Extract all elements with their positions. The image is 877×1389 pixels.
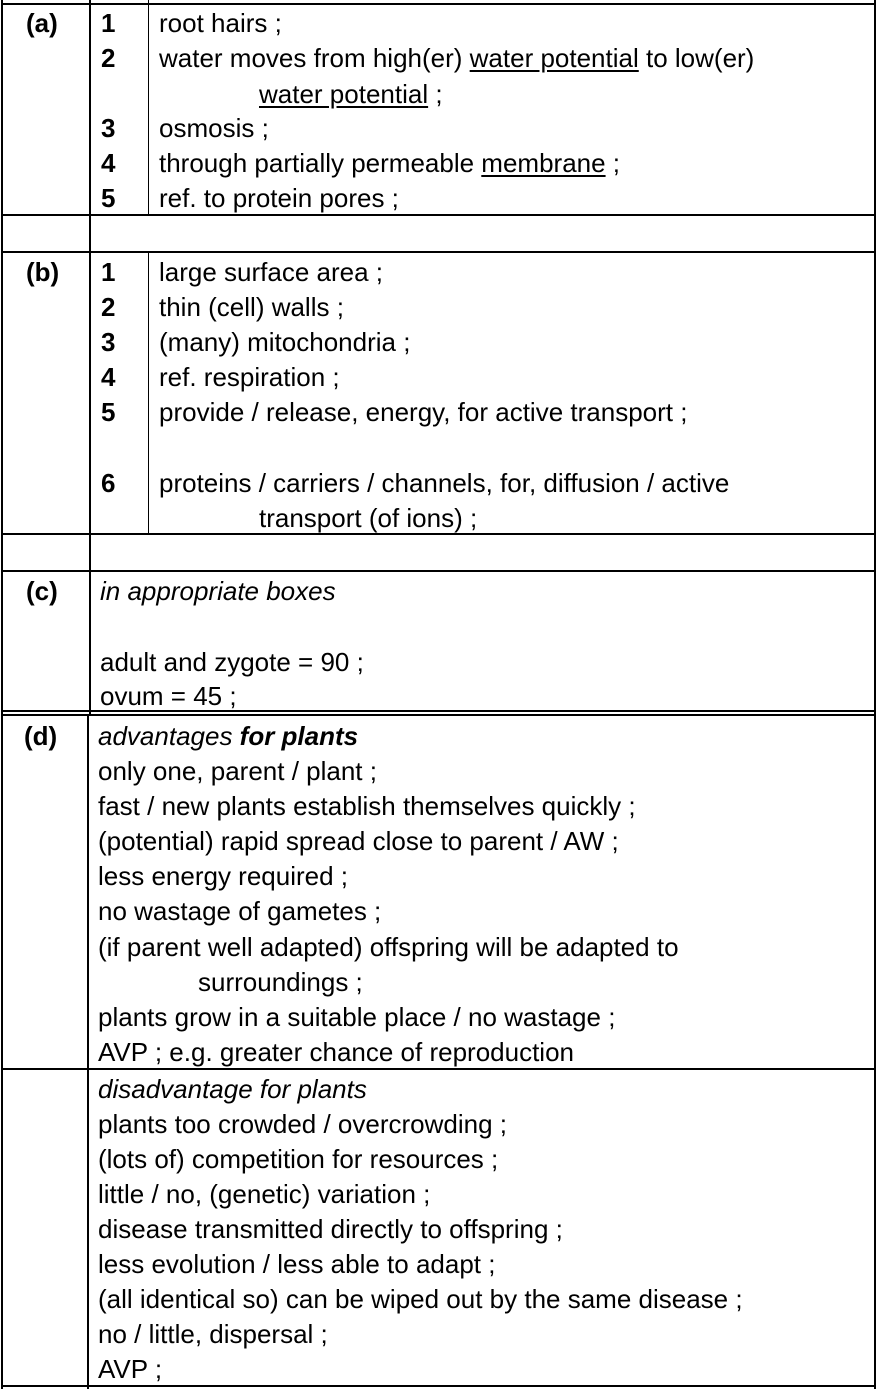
item-number: 5 — [101, 183, 116, 213]
answer-line: ovum = 45 ; — [100, 681, 237, 711]
table-border-left — [1, 0, 3, 1389]
section-label-c: (c) — [26, 576, 58, 606]
disadvantage-item: (lots of) competition for resources ; — [98, 1144, 499, 1174]
answer-line: large surface area ; — [159, 257, 384, 287]
answer-line: root hairs ; — [159, 8, 282, 38]
disadvantage-item: AVP ; — [98, 1354, 163, 1384]
row-divider — [1, 570, 876, 572]
disadvantage-item: (all identical so) can be wiped out by the same disease ; — [98, 1284, 743, 1314]
row-divider — [1, 214, 876, 216]
item-number: 3 — [101, 327, 116, 357]
disadvantage-item: no / little, dispersal ; — [98, 1319, 328, 1349]
item-number: 4 — [101, 362, 116, 392]
item-number: 5 — [101, 397, 116, 427]
item-number: 2 — [101, 43, 116, 73]
table-border-bottom — [1, 1385, 876, 1387]
item-number: 6 — [101, 468, 116, 498]
row-divider — [1, 1068, 876, 1070]
key-term: water potential — [259, 79, 429, 109]
answer-line: water moves from high(er) water potential to low(er) — [159, 43, 755, 73]
table-border-top — [1, 3, 876, 5]
advantage-item: no wastage of gametes ; — [98, 896, 382, 926]
answer-line: provide / release, energy, for active transport ; — [159, 397, 688, 427]
answer-line: (many) mitochondria ; — [159, 327, 411, 357]
section-label-a: (a) — [26, 8, 58, 38]
row-divider — [1, 714, 876, 716]
answer-line: proteins / carriers / channels, for, diffusion / active — [159, 468, 730, 498]
advantage-item: (if parent well adapted) offspring will be adapted to — [98, 932, 679, 962]
advantage-item: only one, parent / plant ; — [98, 756, 377, 786]
column-divider-number-b — [148, 253, 149, 533]
item-number: 1 — [101, 257, 116, 287]
answer-line: through partially permeable membrane ; — [159, 148, 621, 178]
disadvantage-item: less evolution / less able to adapt ; — [98, 1249, 496, 1279]
section-label-b: (b) — [26, 257, 60, 287]
disadvantage-item: plants too crowded / overcrowding ; — [98, 1109, 507, 1139]
advantage-item-continued: surroundings ; — [198, 967, 363, 997]
item-number: 2 — [101, 292, 116, 322]
row-divider — [1, 533, 876, 535]
item-number: 1 — [101, 8, 116, 38]
column-divider-label — [89, 0, 91, 714]
table-border-right — [874, 0, 876, 1389]
answer-line: thin (cell) walls ; — [159, 292, 344, 322]
advantage-item: less energy required ; — [98, 861, 349, 891]
section-label-d: (d) — [24, 721, 58, 751]
advantages-heading: advantages for plants — [98, 721, 359, 751]
answer-line: ref. to protein pores ; — [159, 183, 399, 213]
answer-line: adult and zygote = 90 ; — [100, 647, 364, 677]
marking-note: in appropriate boxes — [100, 576, 336, 606]
advantage-item: plants grow in a suitable place / no wastage ; — [98, 1002, 616, 1032]
answer-line-continued: water potential ; — [259, 79, 443, 109]
advantage-item: fast / new plants establish themselves quickly ; — [98, 791, 636, 821]
answer-line-continued: transport (of ions) ; — [259, 503, 478, 533]
column-divider-label-lower — [87, 714, 89, 1389]
answer-line: osmosis ; — [159, 113, 269, 143]
column-divider-number-a — [148, 0, 149, 215]
disadvantages-heading: disadvantage for plants — [98, 1074, 367, 1104]
answer-line: ref. respiration ; — [159, 362, 340, 392]
key-term: membrane — [481, 148, 606, 178]
key-term: water potential — [469, 43, 639, 73]
item-number: 3 — [101, 113, 116, 143]
item-number: 4 — [101, 148, 116, 178]
advantage-item: AVP ; e.g. greater chance of reproduction — [98, 1037, 574, 1067]
row-divider — [1, 251, 876, 253]
disadvantage-item: disease transmitted directly to offspring ; — [98, 1214, 563, 1244]
disadvantage-item: little / no, (genetic) variation ; — [98, 1179, 431, 1209]
advantage-item: (potential) rapid spread close to parent / AW ; — [98, 826, 619, 856]
